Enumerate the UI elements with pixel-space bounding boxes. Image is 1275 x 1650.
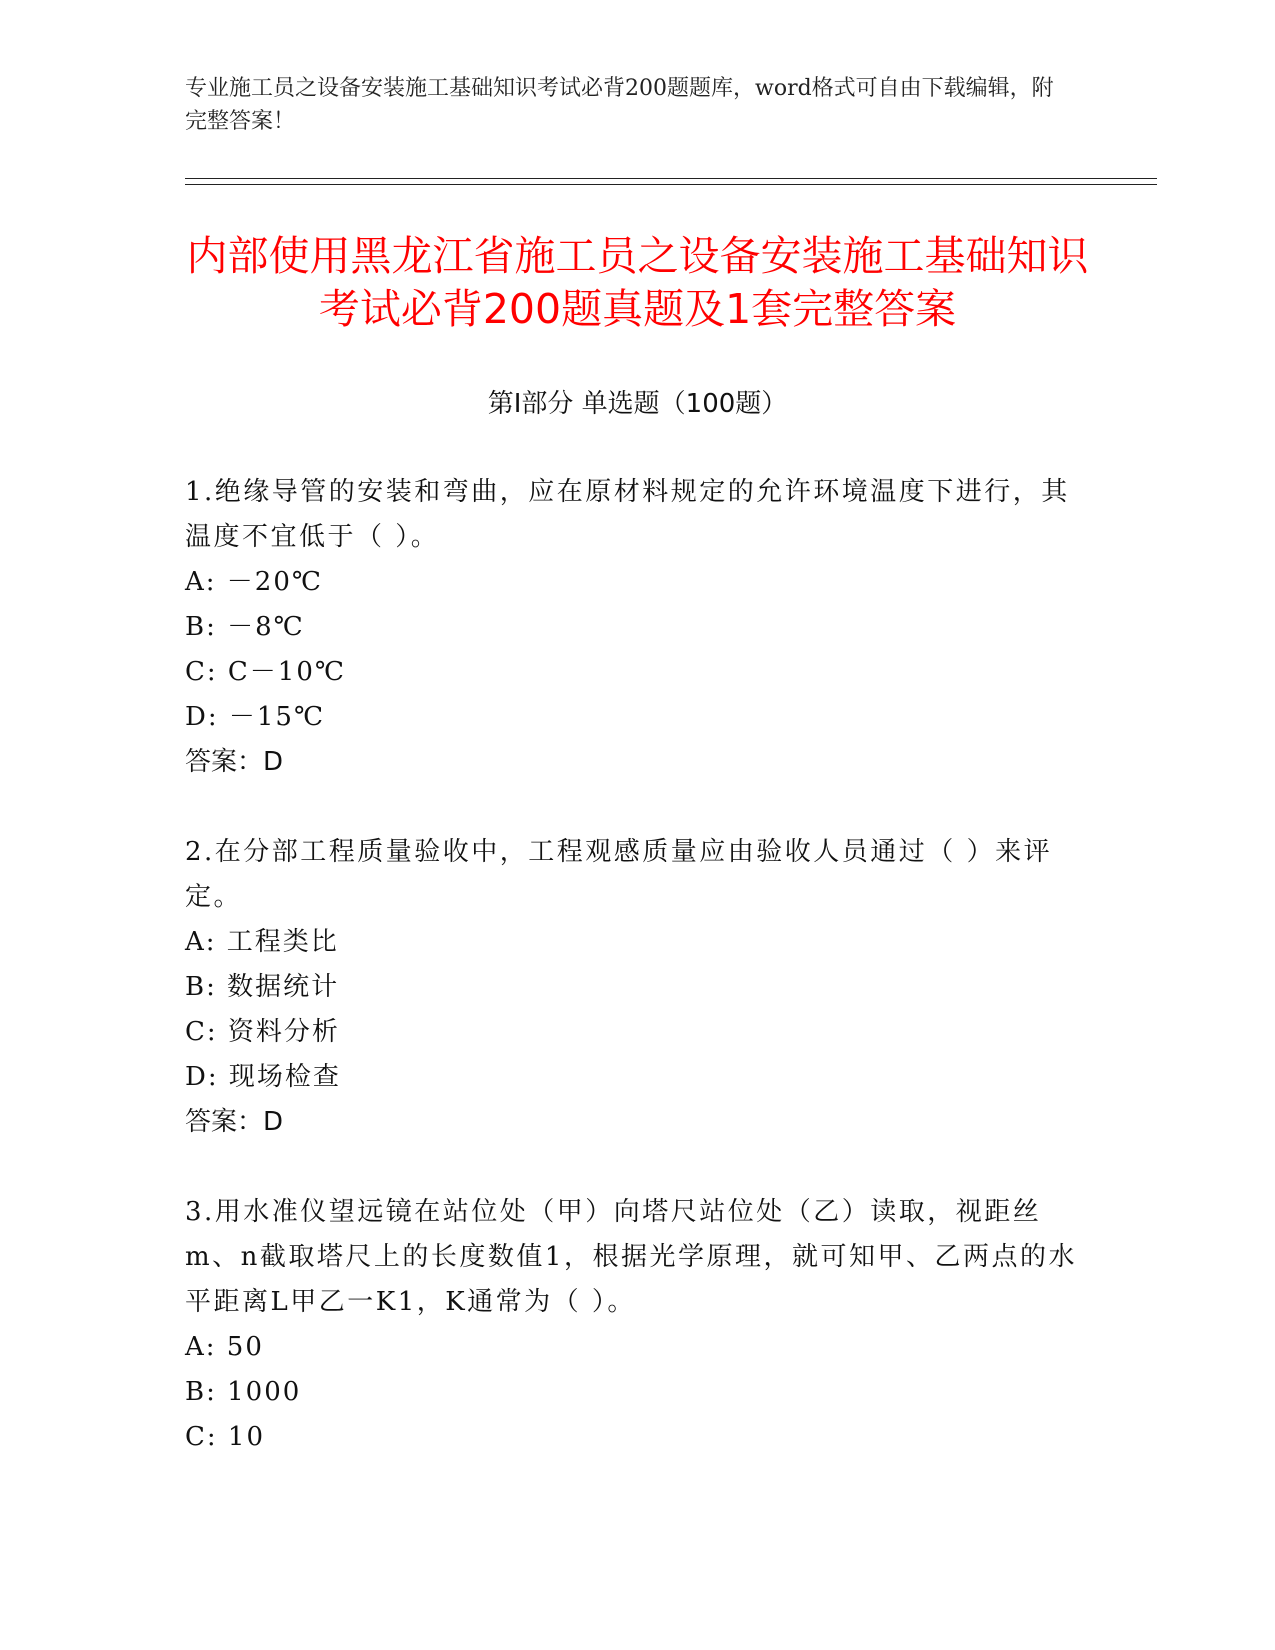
question-3 [185,1190,1085,1460]
question-answer: 答案：D [185,1107,284,1137]
header-note: 专业施工员之设备安装施工基础知识考试必背200题题库，word格式可自由下载编辑，附完整答案！ [185,76,1054,134]
option-d: D: －15℃ [185,702,326,732]
question-answer: 答案：D [185,747,284,777]
question-options [185,920,1085,1100]
question-stem: 3.用水准仪望远镜在站位处（甲）向塔尺站位处（乙）读取，视距丝m、n截取塔尺上的长度数值1，根据光学原理，就可知甲、乙两点的水平距离L甲乙一K1，K通常为（ ）。 [185,1197,1077,1317]
header-divider [185,178,1157,179]
option-c: C: 10 [185,1422,266,1452]
option-c: C: 资料分析 [185,1017,340,1047]
option-a: A: 工程类比 [185,927,339,957]
option-b: B: －8℃ [185,612,305,642]
question-stem: 1.绝缘导管的安装和弯曲，应在原材料规定的允许环境温度下进行，其温度不宜低于（ ）。 [185,477,1070,552]
option-b: B: 数据统计 [185,972,340,1002]
section-title: 第Ⅰ部分 单选题（100题） [487,389,788,419]
document-title: 内部使用黑龙江省施工员之设备安装施工基础知识考试必背200题真题及1套完整答案 [186,232,1089,333]
option-a: A: －20℃ [185,567,323,597]
option-a: A: 50 [185,1332,264,1362]
option-d: D: 现场检查 [185,1062,341,1092]
question-2 [185,830,1085,1145]
question-1 [185,470,1085,785]
option-c: C: C－10℃ [185,657,346,687]
header-divider [185,184,1157,185]
question-options [185,560,1085,740]
option-b: B: 1000 [185,1377,302,1407]
question-options [185,1325,1085,1460]
question-stem: 2.在分部工程质量验收中，工程观感质量应由验收人员通过（ ）来评定。 [185,837,1053,912]
